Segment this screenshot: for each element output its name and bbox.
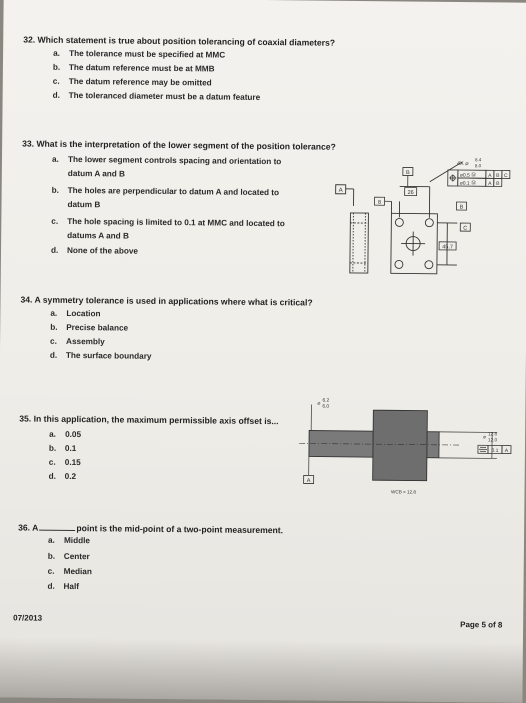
basic-8: 8 [378,200,381,206]
fcf-lower-tol: ⌀0.1 Ⓜ [460,180,476,187]
question-35-option-d[interactable]: d. 0.2 [49,472,76,481]
question-35-option-b[interactable]: b. 0.1 [49,444,76,453]
question-35-option-c[interactable]: c. 0.15 [49,458,81,467]
large-diameter [373,410,428,481]
question-34-option-c[interactable]: c. Assembly [50,337,105,347]
question-34-option-a[interactable]: a. Location [50,309,100,319]
size-diameter-symbol: ⌀ [317,401,320,407]
fcf-upper-tol: ⌀0.5 Ⓜ [460,172,476,179]
plate-outline [391,213,438,273]
footer-date: 07/2013 [13,613,42,622]
question-35-prompt: 35. In this application, the maximum permissible axis offset is... [19,413,278,426]
question-32-option-d[interactable]: d. The toleranced diameter must be a datum feature [53,91,261,102]
right-upper-limit: 12.8 [488,431,497,436]
fcf-upper-datum-b: B [496,173,500,179]
page-shadow [0,637,523,703]
question-34-option-d[interactable]: d. The surface boundary [50,351,152,361]
question-34-option-b[interactable]: b. Precise balance [50,323,128,333]
size-upper-limit: 6.2 [322,398,329,404]
size-lower-limit: 6.0 [322,404,329,410]
question-33-option-c-cont: datums A and B [67,231,129,241]
right-dimension [439,432,497,459]
datum-c-label: C [463,226,467,232]
question-33-option-d[interactable]: d. None of the above [51,246,138,256]
question-32-option-b[interactable]: b. The datum reference must be at MMB [53,63,215,74]
datum-b-side-label: B [460,205,464,211]
question-33-option-b-cont: datum B [67,200,100,209]
datum-a-label-35: A [307,478,311,484]
datum-a-box [336,185,346,194]
datum-a-feature [335,185,369,273]
question-32-option-c[interactable]: c. The datum reference may be omitted [53,77,212,88]
right-dia-symbol: ⌀ [483,434,486,439]
holes-callout: 4X ⌀ [457,161,469,167]
question-34-prompt: 34. A symmetry tolerance is used in applications where what is critical? [20,294,312,307]
side-view-plate [350,213,369,273]
right-lower-limit: 12.0 [488,437,497,442]
front-view-plate [391,161,462,274]
question-33-prompt: 33. What is the interpretation of the lower segment of the position tolerance? [22,138,336,151]
question-32-option-a[interactable]: a. The tolerance must be specified at MMC [53,49,225,60]
datum-a-label: A [339,188,343,194]
question-36-prompt: 36. A point is the mid-point of a two-point measurement. [18,521,283,535]
small-diameter [309,430,373,457]
fill-in-blank[interactable] [39,522,75,531]
footer-page-number: Page 5 of 8 [460,620,502,629]
datum-b-label: B [406,170,410,176]
holes-lower-limit: 8.0 [475,163,482,168]
question-33-option-b[interactable]: b. The holes are perpendicular to datum A and located to [52,186,279,197]
question-36-option-d[interactable]: d. Half [47,582,79,591]
question-36-option-a[interactable]: a. Middle [48,536,90,545]
question-36-option-b[interactable]: b. Center [48,552,90,561]
question-33-option-a[interactable]: a. The lower segment controls spacing and orientation to [52,155,281,166]
symmetry-tol: 0.1 [491,448,498,454]
shaft-part [299,409,460,481]
holes-upper-limit: 8.4 [475,157,482,162]
question-36-option-c[interactable]: c. Median [48,567,92,576]
fcf-lower-datum-b: B [496,181,500,187]
question-33-option-c[interactable]: c. The hole spacing is limited to 0.1 at MMC and located to [51,217,285,228]
basic-26: 26 [408,190,414,196]
question-35-option-a[interactable]: a. 0.05 [49,430,81,439]
question-32-prompt: 32. Which statement is true about position tolerancing of coaxial diameters? [23,34,335,47]
symmetry-datum: A [505,448,509,454]
symmetry-fcf [478,445,511,453]
right-stub [427,432,439,458]
fcf-upper-datum-a: A [488,173,492,179]
fcf-lower-datum-a: A [488,181,492,187]
fcf-upper-datum-c: C [504,173,508,179]
question-33-option-a-cont: datum A and B [68,169,125,179]
basic-45-7: 45.7 [442,244,453,250]
datum-a-box-35 [304,475,314,483]
composite-position-fcf [448,170,510,187]
wcb-note: WCB = 12.8 [391,489,416,494]
